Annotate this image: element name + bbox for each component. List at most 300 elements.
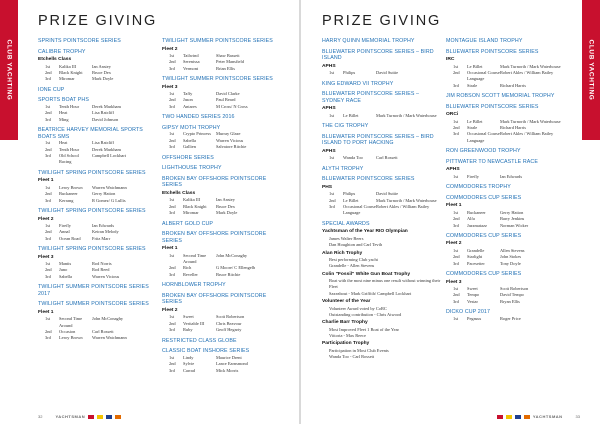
- boat-name: Pacesetter: [467, 260, 485, 266]
- boat-name: Miromar: [59, 76, 75, 82]
- award-heading: BLUEWATER POINTSCORE SERIES: [322, 176, 415, 183]
- boat-name: Heat: [59, 110, 68, 116]
- placing: 3rd: [329, 204, 335, 210]
- boat-name: Rich: [183, 265, 192, 271]
- placing: 2nd: [169, 265, 176, 271]
- skipper-name: Bruce Ritchie: [216, 271, 241, 277]
- award-heading: TWILIGHT SUMMER POINTSCORE SERIES: [162, 38, 273, 44]
- award-heading: BROKEN BAY OFFSHORE POINTSCORE SERIES: [162, 175, 267, 189]
- award-note: Wanda Too - Carl Rossett: [329, 354, 375, 360]
- boat-name: Buckaneer: [59, 191, 78, 197]
- division-label: APHS: [322, 106, 336, 112]
- placing: 1st: [169, 52, 175, 58]
- result-row: [446, 261, 566, 267]
- skipper-name: Ian Edwards: [92, 222, 115, 228]
- placing: 1st: [453, 63, 459, 69]
- skipper-name: Richard Harris: [500, 82, 526, 88]
- division-label: Fleet 1: [38, 178, 54, 184]
- boat-name: Serenissa: [183, 59, 200, 65]
- division-label: APHS: [322, 63, 336, 69]
- division-label: APHS: [322, 148, 336, 154]
- skipper-name: Warren Watchmann: [92, 335, 127, 341]
- award-heading: GIPSY MOTH TROPHY: [162, 124, 221, 131]
- skipper-name: Brian Ellis: [216, 65, 235, 71]
- placing: 2nd: [169, 137, 176, 143]
- award-note: Most Improved Fleet 1 Boat of the Year: [329, 326, 399, 332]
- placing: 2nd: [453, 125, 460, 131]
- placing: 1st: [169, 197, 175, 203]
- boat-name: Le Billet: [467, 118, 483, 124]
- skipper-name: David Clarke: [216, 91, 240, 97]
- award-heading: KING EDWARD VII TROPHY: [322, 80, 394, 87]
- placing: 2nd: [45, 191, 52, 197]
- placing: 3rd: [453, 222, 459, 228]
- skipper-name: Scott Robertson: [216, 314, 245, 320]
- skipper-name: M Cross/ N Cross: [216, 103, 248, 109]
- right-page-footer: [497, 414, 580, 419]
- placing: 1st: [45, 63, 51, 69]
- result-row: [38, 198, 158, 204]
- skipper-name: Mark Turnorth / Mark Waterhouse: [376, 197, 437, 203]
- placing: 2nd: [453, 216, 460, 222]
- placing: 1st: [453, 285, 459, 291]
- boat-name: Juno: [59, 267, 68, 273]
- division-label: Etchells Class: [162, 191, 196, 196]
- skipper-name: Lance Earnsmond: [216, 361, 248, 367]
- award-heading: TWILIGHT SUMMER POINTSCORE SERIES: [162, 76, 273, 83]
- skipper-name: Allen Stevens: [500, 247, 525, 253]
- award-note: Best performing Club yacht: [329, 256, 378, 262]
- boat-name: Gallien: [183, 144, 196, 150]
- boat-name: Kalika III: [183, 197, 201, 203]
- result-row: [162, 66, 282, 72]
- placing: 1st: [453, 247, 459, 253]
- flag-icon: [506, 415, 512, 419]
- skipper-name: Roger Price: [500, 315, 521, 321]
- placing: 3rd: [169, 210, 175, 216]
- result-row: [446, 70, 566, 83]
- left-section-tab: [0, 0, 18, 140]
- award-heading: BROKEN BAY OFFSHORE POINTSCORE SERIES: [162, 292, 267, 306]
- boat-name: Le Billet: [467, 63, 483, 69]
- division-label: Alan Rich Trophy: [322, 250, 363, 256]
- boat-name: Antares: [183, 103, 197, 109]
- award-note: Vittoria - Max Reece: [329, 333, 366, 339]
- placing: 1st: [45, 140, 51, 146]
- skipper-name: David Johnson: [92, 116, 119, 122]
- award-heading: LIGHTHOUSE TROPHY: [162, 165, 222, 172]
- result-row: [162, 253, 282, 266]
- award-heading: TWILIGHT SPRING POINTSCORE SERIES: [38, 169, 146, 176]
- boat-name: Grandelle: [467, 247, 485, 253]
- award-heading: TWO HANDED SERIES 2016: [162, 114, 235, 121]
- placing: 1st: [453, 173, 459, 179]
- placing: 2nd: [45, 110, 52, 116]
- boat-name: Annal: [59, 229, 70, 235]
- boat-name: Ocean Road: [59, 235, 81, 241]
- award-note: Participation in Most Club Events: [329, 347, 389, 353]
- result-row: [322, 204, 442, 217]
- placing: 1st: [45, 184, 51, 190]
- boat-name: Black Knight: [59, 69, 83, 75]
- boat-name: Vestar: [467, 298, 478, 304]
- section-tab-label: CLUB YACHTING: [587, 39, 595, 101]
- placing: 2nd: [329, 197, 336, 203]
- boat-name: Leroy Brown: [59, 335, 83, 341]
- boat-name: Ming: [59, 116, 69, 122]
- placing: 3rd: [45, 116, 51, 122]
- division-label: Fleet 2: [38, 216, 54, 222]
- placing: 3rd: [169, 144, 175, 150]
- boat-name: Sabella: [59, 273, 72, 279]
- placing: 3rd: [453, 131, 459, 137]
- award-heading: COMMODORES TROPHY: [446, 184, 511, 191]
- award-note: Outstanding contribution - Chris Atwood: [329, 311, 402, 317]
- skipper-name: R Gomez/ G Lullis: [92, 197, 126, 203]
- placing: 2nd: [169, 320, 176, 326]
- right-page-title: PRIZE GIVING: [322, 13, 442, 29]
- boat-name: Tempo: [467, 292, 480, 298]
- award-heading: BEATRICE HARVEY MEMORIAL SPORTS BOATS SMS: [38, 127, 143, 140]
- award-note: James Walter Beers: [329, 235, 364, 241]
- boat-name: Crypto Princess: [183, 131, 211, 137]
- placing: 2nd: [45, 329, 52, 335]
- award-heading: TWILIGHT SUMMER POINTSCORE SERIES: [38, 301, 149, 308]
- skipper-name: Geoff Hegarty: [216, 327, 242, 333]
- skipper-name: Keiran Melody: [92, 229, 119, 235]
- boat-name: Strale: [467, 125, 478, 131]
- award-heading: SPECIAL AWARDS: [322, 220, 370, 227]
- boat-name: Philips: [343, 70, 356, 76]
- boat-name: Jazzmatazz: [467, 222, 487, 228]
- placing: 3rd: [453, 260, 459, 266]
- footer-brand: YACHTSMAN: [532, 414, 563, 419]
- placing: 3rd: [45, 235, 51, 241]
- placing: 1st: [45, 260, 51, 266]
- skipper-name: Maurice Drent: [216, 354, 242, 360]
- award-heading: BLUEWATER POINTSCORE SERIES: [446, 103, 539, 110]
- skipper-name: Robert Akles / William Bailey: [376, 204, 430, 210]
- placing: 1st: [169, 354, 175, 360]
- result-row: [446, 299, 566, 305]
- boat-name: Black Knight: [183, 203, 207, 209]
- placing: 1st: [329, 112, 335, 118]
- skipper-name: Paul Beard: [216, 97, 236, 103]
- skipper-name: Robert Akles / William Bailey: [500, 69, 554, 75]
- placing: 3rd: [169, 103, 175, 109]
- page-number: 33: [575, 414, 580, 419]
- award-heading: CALIBRE TROPHY: [38, 48, 86, 55]
- result-row: [446, 316, 566, 322]
- division-label: Fleet 2: [162, 308, 178, 314]
- award-heading: DICKO CUP 2017: [446, 309, 490, 316]
- award-heading: TWILIGHT SUMMER POINTSCORE SERIES 2017: [38, 284, 149, 297]
- result-row: [446, 131, 566, 144]
- result-row: [322, 113, 442, 119]
- flag-icon: [115, 415, 121, 419]
- skipper-name: Peter Mansfield: [216, 59, 244, 65]
- boat-name: Sylvie: [183, 361, 195, 367]
- division-label: Fleet 1: [38, 309, 54, 315]
- placing: 2nd: [453, 254, 460, 260]
- division-label: Fleet 3: [38, 254, 54, 260]
- result-row: [162, 104, 282, 110]
- boat-name: Occasion: [59, 329, 76, 335]
- placing: 3rd: [45, 197, 51, 203]
- award-heading: BLUEWATER POINTSCORE SERIES – BIRD ISLAND TO PORT HACKING: [322, 133, 434, 147]
- boat-name: Second Time Around: [59, 316, 83, 328]
- boat-name: Firefly: [59, 222, 71, 228]
- boat-name: Firefly: [467, 173, 479, 179]
- right-column-1: [322, 38, 442, 361]
- result-row: [38, 76, 158, 82]
- skipper-name: Mark Doyle: [92, 76, 114, 82]
- skipper-name: Chris Beavour: [216, 320, 242, 326]
- award-heading: RESTRICTED CLASS GLOBE: [162, 337, 237, 344]
- boat-name: Reveller: [183, 271, 198, 277]
- award-heading: HARRY QUINN MEMORIAL TROPHY: [322, 38, 415, 44]
- footer-brand: YACHTSMAN: [55, 414, 86, 419]
- placing: 2nd: [45, 229, 52, 235]
- boat-name: Tenth Hour: [59, 146, 80, 152]
- skipper-name: Salvatore Ritchie: [216, 144, 247, 150]
- award-note: Grandelle - Allen Stevens: [329, 263, 375, 269]
- skipper-name: Barry Jenkins: [500, 216, 525, 222]
- award-note: Dan Houghton and Carl Tevih: [329, 242, 383, 248]
- award-heading: BROKEN BAY OFFSHORE POINTSCORE SERIES: [162, 231, 267, 244]
- placing: 1st: [45, 103, 51, 109]
- skipper-name: Warren Watchmann: [92, 184, 127, 190]
- placing: 2nd: [45, 146, 52, 152]
- award-heading: SPRINTS POINTSCORE SERIES: [38, 38, 121, 44]
- boat-name: Tenth Hour: [59, 103, 80, 109]
- flag-icon: [97, 415, 103, 419]
- result-row: [162, 210, 282, 216]
- boat-name: Starlight: [467, 254, 483, 260]
- placing: 1st: [45, 316, 51, 322]
- placing: 2nd: [45, 69, 52, 75]
- result-row: [162, 144, 282, 150]
- result-row: [162, 368, 282, 374]
- placing: 3rd: [453, 298, 459, 304]
- placing: 1st: [45, 222, 51, 228]
- left-column-2: [162, 38, 282, 374]
- boat-name: Miromar: [183, 210, 199, 216]
- placing: 3rd: [45, 153, 51, 159]
- skipper-name: Carl Rossett: [92, 329, 114, 335]
- boat-name: Strale: [467, 82, 478, 88]
- placing: 1st: [169, 314, 175, 320]
- skipper-name: Bryan Ellis: [500, 298, 520, 304]
- award-note: Boat with the most nine minus one result without winning their Fleet: [329, 278, 441, 290]
- division-label: Fleet 1: [446, 203, 462, 209]
- skipper-name: Fritz Marr: [92, 235, 111, 241]
- boat-name: Second Time Around: [183, 252, 207, 265]
- division-label: Colin "Fossil" White Gun Boat Trophy: [322, 271, 411, 277]
- boat-name: Occasional Coarse Language: [467, 69, 500, 82]
- flag-icon: [497, 415, 503, 419]
- placing: 2nd: [45, 267, 52, 273]
- skipper-name: Mark Turnorth / Mark Waterhouse: [376, 112, 437, 118]
- placing: 1st: [453, 315, 459, 321]
- result-row: [38, 236, 158, 242]
- boat-name: Old School Racing: [59, 153, 79, 165]
- boat-name: Mantis: [59, 260, 72, 266]
- flag-icon: [106, 415, 112, 419]
- placing: 1st: [453, 118, 459, 124]
- result-row: [38, 316, 158, 329]
- boat-name: Taffy: [183, 91, 193, 97]
- result-row: [322, 70, 442, 76]
- result-row: [38, 335, 158, 341]
- skipper-name: John McConaghy: [216, 252, 248, 258]
- result-row: [446, 83, 566, 89]
- award-heading: IONE CUP: [38, 86, 65, 93]
- section-tab-label: CLUB YACHTING: [5, 39, 13, 101]
- boat-name: Carrad: [183, 367, 195, 373]
- skipper-name: Rod Norris: [92, 260, 112, 266]
- placing: 1st: [169, 252, 175, 258]
- result-row: [162, 272, 282, 278]
- placing: 3rd: [169, 327, 175, 333]
- skipper-name: Richard Harris: [500, 125, 526, 131]
- boat-name: Le Billet: [343, 112, 359, 118]
- placing: 1st: [453, 209, 459, 215]
- division-label: Participation Trophy: [322, 341, 370, 347]
- skipper-name: John McConaghy: [92, 316, 124, 322]
- flag-icon: [88, 415, 94, 419]
- skipper-name: Warren Vicious: [92, 273, 120, 279]
- award-heading: TWILIGHT SPRING POINTSCORE SERIES: [38, 207, 146, 214]
- skipper-name: Bruce Dex: [92, 69, 111, 75]
- award-heading: JIM ROBSON SCOTT MEMORIAL TROPHY: [446, 93, 555, 100]
- placing: 2nd: [169, 361, 176, 367]
- placing: 3rd: [169, 65, 175, 71]
- placing: 1st: [329, 70, 335, 76]
- boat-name: Vermont: [183, 65, 199, 71]
- skipper-name: David Suttie: [376, 191, 399, 197]
- placing: 1st: [329, 191, 335, 197]
- boat-name: Alfa: [467, 216, 475, 222]
- skipper-name: David Suttie: [376, 70, 399, 76]
- division-label: Fleet 2: [446, 241, 462, 247]
- boat-name: Veritable III: [183, 320, 205, 326]
- boat-name: Wanda Too: [343, 155, 363, 161]
- award-note: Volunteer Award voted by CoRC: [329, 305, 387, 311]
- left-column-1: [38, 38, 158, 342]
- skipper-name: Lisa Ratcliff: [92, 140, 114, 146]
- boat-name: Occasional Coarse Language: [343, 204, 376, 216]
- award-heading: ALBERT GOLD CUP: [162, 220, 214, 227]
- award-heading: TWILIGHT SPRING POINTSCORE SERIES: [38, 246, 146, 252]
- award-heading: CLASSIC BOAT INSHORE SERIES: [162, 348, 250, 355]
- left-page-footer: [38, 414, 121, 419]
- boat-name: Buckaneer: [467, 209, 486, 215]
- award-heading: OFFSHORE SERIES: [162, 154, 214, 161]
- skipper-name: John Stokes: [500, 254, 522, 260]
- skipper-name: Ian Anstey: [92, 63, 111, 69]
- skipper-name: Mark Turnorth / Mark Waterhouse: [500, 63, 561, 69]
- skipper-name: David Tempo: [500, 292, 524, 298]
- result-row: [38, 153, 158, 166]
- skipper-name: Bruce Dex: [216, 203, 235, 209]
- skipper-name: G Moore/ C Ellengelb: [216, 265, 256, 271]
- result-row: [446, 223, 566, 229]
- division-label: ORCi: [446, 112, 459, 118]
- skipper-name: Mick Morris: [216, 367, 239, 373]
- flag-icon: [524, 415, 530, 419]
- boat-name: Sabella: [183, 137, 196, 143]
- skipper-name: Ian Anstey: [216, 197, 235, 203]
- award-heading: HORNBLOWER TROPHY: [162, 282, 226, 289]
- boat-name: Le Billet: [343, 197, 359, 203]
- skipper-name: Mark Turnorth / Mark Waterhouse: [500, 118, 561, 124]
- skipper-name: Murray Glaze: [216, 131, 241, 137]
- boat-name: Sweet: [183, 314, 194, 320]
- division-label: PHS: [322, 184, 333, 190]
- skipper-name: Warren Vicious: [216, 137, 244, 143]
- division-label: Fleet 3: [162, 84, 178, 90]
- skipper-name: Gerry Hatton: [500, 209, 524, 215]
- boat-name: Kerrang: [59, 197, 74, 203]
- boat-name: Ruby: [183, 327, 193, 333]
- award-heading: COMMODORES CUP SERIES: [446, 194, 522, 201]
- boat-name: Tailwind: [183, 52, 199, 58]
- skipper-name: Scott Robertson: [500, 285, 529, 291]
- placing: 3rd: [169, 271, 175, 277]
- award-heading: MONTAGUE ISLAND TROPHY: [446, 38, 523, 44]
- skipper-name: Derek Markham: [92, 146, 121, 152]
- result-row: [162, 327, 282, 333]
- award-heading: RON GREENWOOD TROPHY: [446, 148, 521, 155]
- boat-name: Sweet: [467, 285, 478, 291]
- skipper-name: Derek Markham: [92, 103, 121, 109]
- award-heading: SPORTS BOAT PHS: [38, 97, 89, 104]
- award-heading: COMMODORES CUP SERIES: [446, 232, 522, 239]
- division-label: Volunteer of the Year: [322, 299, 371, 305]
- left-page-title: PRIZE GIVING: [38, 13, 158, 29]
- placing: 3rd: [45, 273, 51, 279]
- award-heading: BLUEWATER POINTSCORE SERIES: [446, 48, 539, 55]
- award-heading: COMMODORES CUP SERIES: [446, 270, 522, 277]
- skipper-name: Shaw Bassett: [216, 52, 240, 58]
- boat-name: Philips: [343, 191, 356, 197]
- placing: 1st: [169, 91, 175, 97]
- skipper-name: Lisa Ratcliff: [92, 110, 114, 116]
- award-heading: THE CIG TROPHY: [322, 123, 369, 130]
- skipper-name: Campbell Lockhart: [92, 153, 127, 159]
- division-label: APHS: [446, 167, 460, 173]
- result-row: [38, 274, 158, 280]
- skipper-name: Norman Wicker: [500, 222, 529, 228]
- placing: 2nd: [169, 97, 176, 103]
- award-heading: ALYTH TROPHY: [322, 165, 364, 172]
- placing: 1st: [329, 155, 335, 161]
- division-label: Charlie Barr Trophy: [322, 320, 368, 326]
- division-label: IRC: [446, 57, 455, 63]
- skipper-name: Rod Reed: [92, 267, 110, 273]
- skipper-name: Mark Doyle: [216, 210, 238, 216]
- boat-name: Heat: [59, 140, 68, 146]
- award-heading: BLUEWATER POINTSCORE SERIES – BIRD ISLAND: [322, 48, 434, 62]
- award-note: Saxeabout - Mark Griffith/ Campbell Lockhart: [329, 290, 412, 296]
- boat-name: Occasional Coarse Language: [467, 131, 500, 143]
- skipper-name: Robert Akles / William Bailey: [500, 131, 554, 137]
- division-label: Fleet 1: [162, 246, 178, 252]
- division-label: Fleet 3: [446, 279, 462, 285]
- skipper-name: Tony Doyle: [500, 260, 521, 266]
- division-label: Yachtsman of the Year RIO Olympian: [322, 229, 408, 235]
